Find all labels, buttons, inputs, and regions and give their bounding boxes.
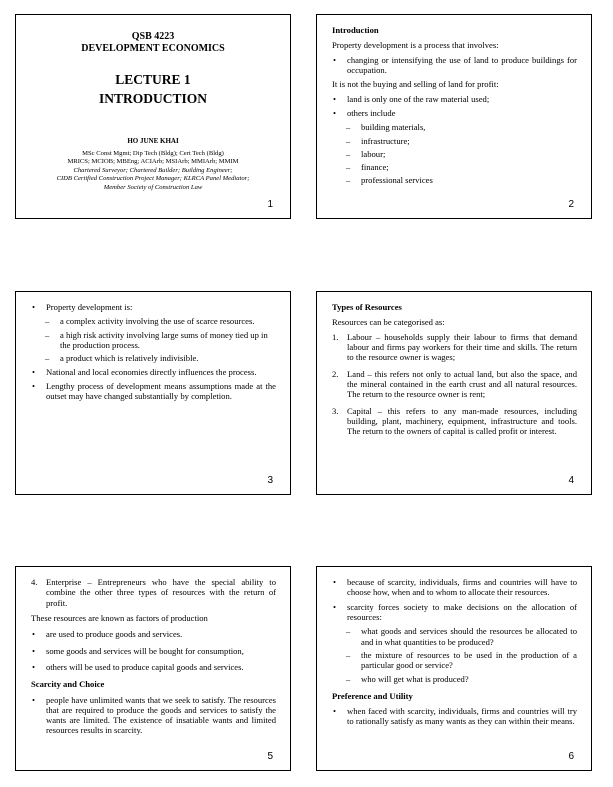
sub-bullet-item: – infrastructure; [332, 136, 577, 146]
bullet-item: • others will be used to produce capital goods and services. [31, 662, 276, 672]
sub-bullet-item: – the mixture of resources to be used in the production of a particular good or service? [332, 650, 577, 671]
author-titles: Chartered Surveyor; Chartered Builder; Building Engineer; [73, 166, 233, 174]
item-number: 1. [332, 331, 339, 342]
slide-number: 5 [267, 751, 273, 762]
bullet-list [31, 629, 276, 672]
slide-heading: Introduction [332, 25, 379, 35]
slide-number: 2 [568, 199, 574, 210]
sub-bullet-item: – a complex activity involving the use of scarce resources. [31, 316, 276, 326]
bullet-item: • Lengthy process of development means assumptions made at the outset may have changed substantially by completion. [31, 381, 276, 402]
bullet-list [31, 695, 276, 736]
lecture-topic: INTRODUCTION [98, 91, 207, 106]
numbered-list [31, 577, 276, 608]
author-block [16, 137, 290, 192]
author-credentials: MRICS; MCIOB; MBEng; ACIArb; MSIArb; MMIArb; MMIM [67, 158, 239, 166]
slide-1 [15, 14, 291, 219]
bullet-list [332, 706, 577, 727]
sub-bullet-item: – professional services [332, 175, 577, 185]
paragraph: Resources can be categorised as: [332, 317, 445, 328]
author-credentials: MSc Const Mgmt; Dip Tech (Bldg); Cert Tech (Bldg) [82, 149, 224, 157]
slide-2 [316, 14, 592, 219]
paragraph: It is not the buying and selling of land for profit: [332, 79, 499, 90]
bullet-list [31, 302, 276, 402]
paragraph: These resources are known as factors of production [31, 612, 208, 623]
bullet-list [332, 94, 577, 186]
item-text: Land – this refers not only to actual land, but also the space, and the mineral contained in the earth crust and all natural resources. The return to the resource owner is rent; [347, 368, 577, 400]
slide-5 [15, 566, 291, 771]
bullet-item: • others include [332, 108, 577, 118]
author-name: HO JUNE KHAI [127, 137, 179, 145]
course-name: DEVELOPMENT ECONOMICS [81, 43, 225, 54]
course-code: QSB 4223 [131, 31, 175, 42]
lecture-number: LECTURE 1 [115, 72, 191, 87]
sub-bullet-item: – building materials, [332, 122, 577, 132]
paragraph: Property development is a process that involves: [332, 40, 499, 51]
author-titles: Member Society of Construction Law [103, 183, 203, 191]
item-text: Capital – this refers to any man-made resources, including building, plant, machinery, equipment, infrastructure and tools. The return to the owners of capital is called profit or interest. [347, 405, 577, 437]
sub-bullet-item: – who will get what is produced? [332, 674, 577, 684]
slide-6 [316, 566, 592, 771]
bullet-item: • some goods and services will be bought for consumption, [31, 646, 276, 656]
item-number: 4. [31, 577, 38, 587]
numbered-list [332, 332, 577, 437]
item-number: 2. [332, 368, 339, 379]
slide-number: 6 [568, 751, 574, 762]
slide-number: 3 [267, 475, 273, 486]
bullet-item: • Property development is: [31, 302, 276, 312]
slide-4 [316, 291, 592, 495]
bullet-item: • people have unlimited wants that we seek to satisfy. The resources that are required to produce the goods and services to satisfy the wants are limited. The existence of insatiable wants and limited resources results in scarcity. [31, 695, 276, 736]
bullet-list [332, 55, 577, 76]
sub-bullet-item: – a product which is relatively indivisible. [31, 353, 276, 363]
bullet-item: • when faced with scarcity, individuals, firms and countries will try to rationally satisfy as many wants as they can within their means. [332, 706, 577, 727]
numbered-item [31, 577, 276, 608]
author-titles: CIDB Certified Construction Project Manager; KLRCA Panel Mediator; [56, 175, 250, 183]
slide-heading: Types of Resources [332, 302, 402, 312]
numbered-item [332, 332, 577, 363]
sub-bullet-item: – finance; [332, 162, 577, 172]
bullet-item: • because of scarcity, individuals, firms and countries will have to choose how, when and to whom to allocate their resources. [332, 577, 577, 598]
item-number: 3. [332, 405, 339, 416]
sub-bullet-item: – what goods and services should the resources be allocated to and in what quantities to be produced? [332, 626, 577, 647]
bullet-item: • changing or intensifying the use of land to produce buildings for occupation. [332, 55, 577, 76]
numbered-item [332, 369, 577, 400]
item-text: Labour – households supply their labour to firms that demand labour and firms pay workers for their time and skills. The return to the resource owner is wages; [347, 331, 577, 363]
slide-number: 4 [568, 475, 574, 486]
slide-number: 1 [267, 199, 273, 210]
sub-bullet-item: – labour; [332, 149, 577, 159]
bullet-item: • are used to produce goods and services. [31, 629, 276, 639]
section-heading: Scarcity and Choice [31, 679, 105, 690]
numbered-item [332, 406, 577, 437]
sub-bullet-item: – a high risk activity involving large sums of money tied up in the production process. [31, 330, 276, 351]
bullet-item: • National and local economies directly influences the process. [31, 367, 276, 377]
slide-3 [15, 291, 291, 495]
section-heading: Preference and Utility [332, 690, 413, 701]
bullet-item: • land is only one of the raw material used; [332, 94, 577, 104]
item-text: Enterprise – Entrepreneurs who have the special ability to combine the other three types of resources with the return of profit. [46, 577, 276, 608]
bullet-item: • scarcity forces society to make decisions on the allocation of resources: [332, 602, 577, 623]
bullet-list [332, 577, 577, 684]
